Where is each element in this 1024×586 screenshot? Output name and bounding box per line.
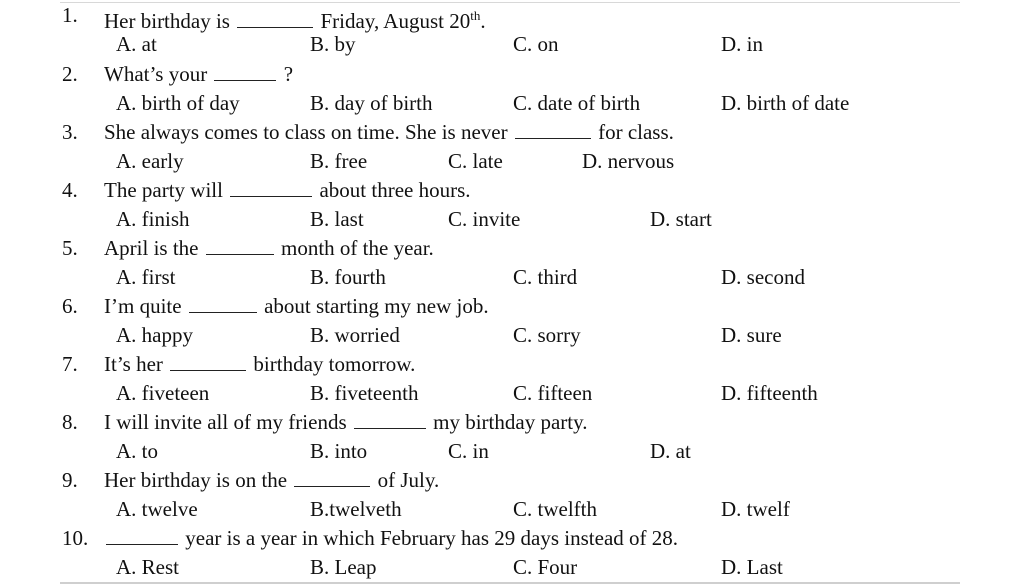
options-row: [0, 30, 1024, 59]
option-b: B. into: [310, 439, 368, 463]
question-stem: [104, 350, 415, 379]
stem-before: Her birthday is on the: [104, 468, 288, 492]
option-d: D. second: [721, 265, 805, 289]
option-b: B. fiveteenth: [310, 381, 419, 405]
option-d: D. at: [650, 439, 691, 463]
stem-after: my birthday party.: [433, 410, 588, 434]
question-stem: [104, 176, 471, 205]
stem-after: for class.: [598, 120, 674, 144]
option-a: A. finish: [116, 207, 190, 231]
question-10: [0, 524, 1024, 582]
question-number: 3.: [62, 120, 78, 144]
question-number: 8.: [62, 410, 78, 434]
stem-after: birthday tomorrow.: [253, 352, 416, 376]
question-stem: [104, 408, 587, 437]
question-6: [0, 292, 1024, 350]
stem-before: I will invite all of my friends: [104, 410, 347, 434]
question-1: [0, 1, 1024, 59]
options-row: [0, 147, 1024, 176]
stem-before: April is the: [104, 236, 199, 260]
question-number: 6.: [62, 294, 78, 318]
options-row: [0, 321, 1024, 350]
question-number: 7.: [62, 352, 78, 376]
answer-blank: [170, 352, 246, 371]
question-7: [0, 350, 1024, 408]
stem-end: .: [480, 9, 486, 33]
stem-after: Friday, August 20: [320, 9, 471, 33]
answer-blank: [230, 178, 312, 197]
option-a: A. Rest: [116, 555, 179, 579]
ordinal-suffix: th: [470, 8, 481, 23]
answer-blank: [515, 120, 591, 139]
option-a: A. fiveteen: [116, 381, 210, 405]
option-b: B. free: [310, 149, 368, 173]
answer-blank: [189, 294, 257, 313]
stem-before: It’s her: [104, 352, 163, 376]
answer-blank: [354, 410, 426, 429]
option-d: D. fifteenth: [721, 381, 818, 405]
bottom-rule: [60, 582, 960, 584]
question-number: 10.: [62, 526, 89, 550]
stem-after: of July.: [377, 468, 440, 492]
stem-after: year is a year in which February has 29 days instead of 28.: [185, 526, 679, 550]
option-c: C. twelfth: [513, 497, 597, 521]
option-b: B. worried: [310, 323, 400, 347]
stem-after: about three hours.: [319, 178, 471, 202]
question-stem: [104, 524, 678, 553]
option-c: C. in: [448, 439, 489, 463]
stem-before: Her birthday is: [104, 9, 230, 33]
options-row: [0, 553, 1024, 582]
stem-after: month of the year.: [281, 236, 434, 260]
question-number: 4.: [62, 178, 78, 202]
stem-after: ?: [283, 62, 294, 86]
option-a: A. to: [116, 439, 158, 463]
option-c: C. fifteen: [513, 381, 593, 405]
stem-before: The party will: [104, 178, 223, 202]
option-a: A. birth of day: [116, 91, 240, 115]
option-d: D. nervous: [582, 149, 675, 173]
option-c: C. Four: [513, 555, 578, 579]
option-b: B. last: [310, 207, 364, 231]
stem-before: What’s your: [104, 62, 208, 86]
options-row: [0, 263, 1024, 292]
option-b: B. by: [310, 32, 356, 56]
option-a: A. at: [116, 32, 157, 56]
answer-blank: [237, 9, 313, 28]
option-b: B.twelveth: [310, 497, 402, 521]
option-b: B. Leap: [310, 555, 377, 579]
answer-blank: [106, 526, 178, 545]
question-number: 1.: [62, 3, 78, 27]
stem-after: about starting my new job.: [264, 294, 489, 318]
option-d: D. start: [650, 207, 712, 231]
option-c: C. sorry: [513, 323, 581, 347]
option-c: C. date of birth: [513, 91, 641, 115]
question-4: [0, 176, 1024, 234]
options-row: [0, 437, 1024, 466]
question-stem: [104, 234, 434, 263]
option-b: B. day of birth: [310, 91, 433, 115]
stem-before: She always comes to class on time. She is never: [104, 120, 508, 144]
question-number: 9.: [62, 468, 78, 492]
option-c: C. on: [513, 32, 559, 56]
answer-blank: [214, 62, 276, 81]
question-stem: [104, 60, 293, 89]
question-number: 2.: [62, 62, 78, 86]
option-c: C. late: [448, 149, 503, 173]
option-b: B. fourth: [310, 265, 386, 289]
option-a: A. first: [116, 265, 176, 289]
question-8: [0, 408, 1024, 466]
option-d: D. birth of date: [721, 91, 850, 115]
question-stem: [104, 466, 439, 495]
option-c: C. invite: [448, 207, 521, 231]
answer-blank: [206, 236, 274, 255]
option-d: D. in: [721, 32, 763, 56]
option-a: A. happy: [116, 323, 193, 347]
question-stem: [104, 1, 486, 33]
option-c: C. third: [513, 265, 578, 289]
question-9: [0, 466, 1024, 524]
option-a: A. early: [116, 149, 184, 173]
option-d: D. sure: [721, 323, 782, 347]
question-number: 5.: [62, 236, 78, 260]
option-d: D. twelf: [721, 497, 790, 521]
options-row: [0, 89, 1024, 118]
options-row: [0, 379, 1024, 408]
options-row: [0, 495, 1024, 524]
stem-before: I’m quite: [104, 294, 182, 318]
option-a: A. twelve: [116, 497, 198, 521]
options-row: [0, 205, 1024, 234]
answer-blank: [294, 468, 370, 487]
question-3: [0, 118, 1024, 176]
question-stem: [104, 292, 489, 321]
question-5: [0, 234, 1024, 292]
question-2: [0, 60, 1024, 118]
question-stem: [104, 118, 674, 147]
option-d: D. Last: [721, 555, 783, 579]
